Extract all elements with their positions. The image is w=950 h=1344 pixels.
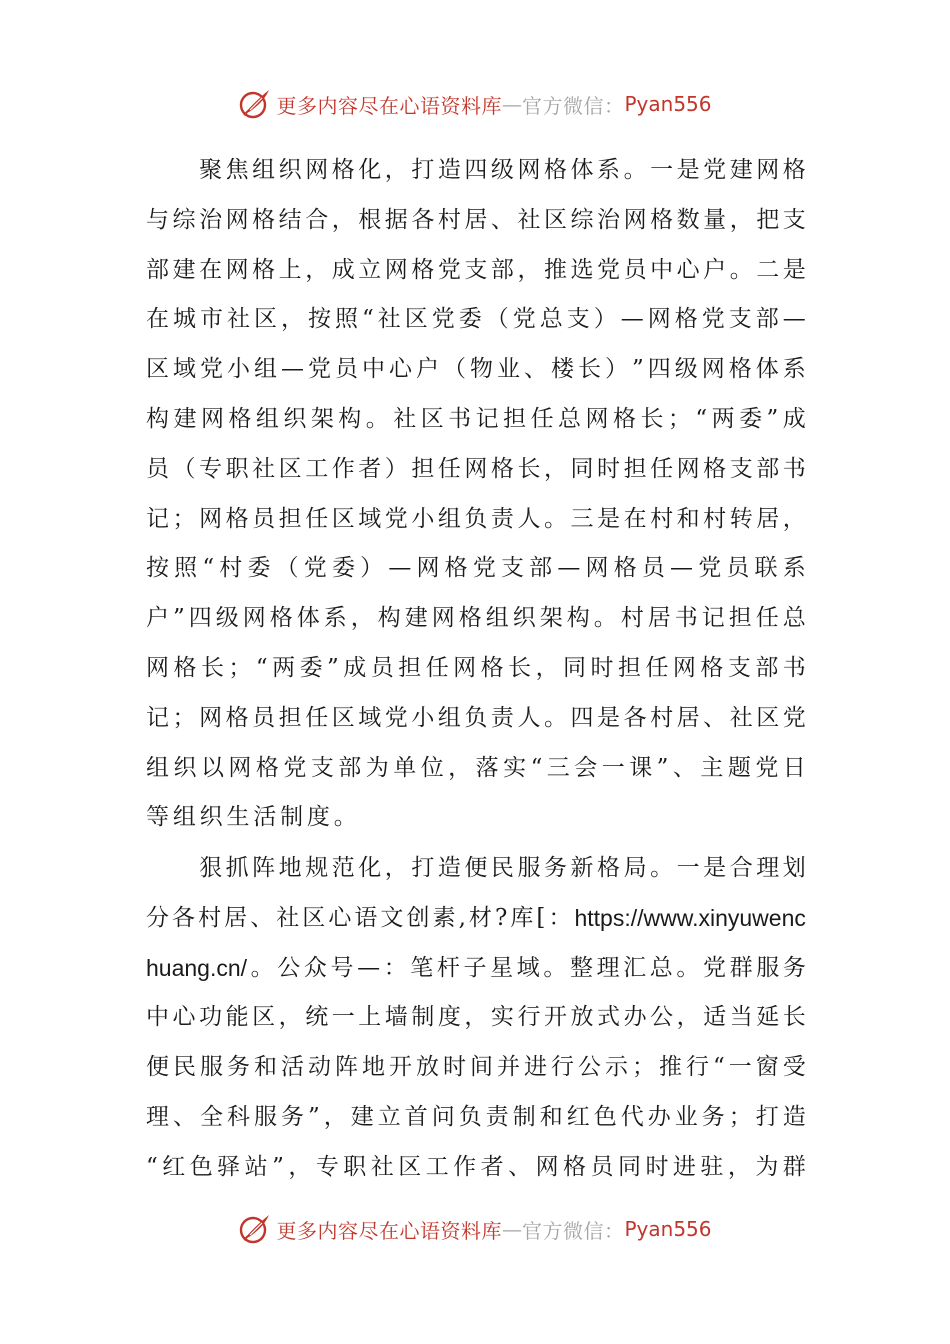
text-line: 部 建 在 网 格 上 ， 成 立 网 格 党 支 部 ， 推 选 党 员 中 心 户 。 二 是	[146, 256, 806, 283]
text-line: 等 组 织 生 活 制 度 。	[146, 804, 361, 831]
text-line: 按 照 “ 村 委 （ 党 委 ） — 网 格 党 支 部 — 网 格 员 — 党 员 联 系	[146, 555, 806, 582]
header-banner	[0, 82, 950, 126]
text-line: 狠 抓 阵 地 规 范 化 ， 打 造 便 民 服 务 新 格 局 。 一 是 合 理 划	[199, 855, 806, 881]
footer-banner	[0, 1207, 950, 1251]
text-line: 员 （ 专 职 社 区 工 作 者 ） 担 任 网 格 长 ， 同 时 担 任 网 格 支 部 书	[146, 455, 806, 482]
text-line: huang.cn/ 。 公 众 号 — ： 笔 杆 子 星 域 。 整 理 汇 总 。 党 群 服 务	[146, 954, 806, 981]
banner-wechat-label: 官方微信：	[521, 1218, 625, 1243]
text-line: 聚 焦 组 织 网 格 化 ， 打 造 四 级 网 格 体 系 。 一 是 党 建 网 格	[199, 157, 806, 183]
banner-dash: —	[501, 1217, 522, 1241]
banner-title: 更多内容尽在心语资料库	[276, 93, 502, 118]
quill-pen-logo-icon	[238, 87, 272, 121]
text-line: 构 建 网 格 组 织 架 构 。 社 区 书 记 担 任 总 网 格 长 ； “ 两 委 ” 成	[146, 406, 806, 432]
banner-wechat-label: 官方微信：	[521, 93, 625, 118]
text-line: 记 ； 网 格 员 担 任 区 域 党 小 组 负 责 人 。 四 是 各 村 居 、 社 区 党	[146, 704, 806, 731]
text-line: 区 域 党 小 组 — 党 员 中 心 户 （ 物 业 、 楼 长 ） ” 四 级 网 格 体 系	[146, 356, 806, 383]
text-line: 中 心 功 能 区 ， 统 一 上 墙 制 度 ， 实 行 开 放 式 办 公 ， 适 当 延 长	[146, 1004, 806, 1031]
banner-dash: —	[501, 92, 522, 116]
text-line: 便 民 服 务 和 活 动 阵 地 开 放 时 间 并 进 行 公 示 ； 推 行 “ 一 窗 受	[146, 1054, 806, 1081]
text-line: 与 综 治 网 格 结 合 ， 根 据 各 村 居 、 社 区 综 治 网 格 数 量 ， 把 支	[146, 206, 806, 233]
text-line: 分 各 村 居 、 社 区 心 语 文 创 素 , 材 ? 库 [ ： https://www.xinyuwenc	[146, 904, 806, 931]
quill-pen-logo-icon	[238, 1212, 272, 1246]
text-line: 户 ” 四 级 网 格 体 系 ， 构 建 网 格 组 织 架 构 。 村 居 书 记 担 任 总	[146, 605, 806, 632]
text-line: 在 城 市 社 区 ， 按 照 “ 社 区 党 委 （ 党 总 支 ） — 网 格 党 支 部 —	[146, 306, 806, 333]
text-line: 网 格 长 ； “ 两 委 ” 成 员 担 任 网 格 长 ， 同 时 担 任 网 格 支 部 书	[146, 655, 806, 681]
banner-wechat-handle: Pyan556	[624, 1217, 712, 1241]
banner-title: 更多内容尽在心语资料库	[276, 1218, 502, 1243]
text-line: 组 织 以 网 格 党 支 部 为 单 位 ， 落 实 “ 三 会 一 课 ” 、 主 题 党 日	[146, 754, 806, 781]
text-line: “ 红 色 驿 站 ” ， 专 职 社 区 工 作 者 、 网 格 员 同 时 进 驻 ， 为 群	[146, 1153, 806, 1180]
text-line: 理 、 全 科 服 务 ” ， 建 立 首 问 负 责 制 和 红 色 代 办 业 务 ； 打 造	[146, 1104, 806, 1130]
text-line: 记 ； 网 格 员 担 任 区 域 党 小 组 负 责 人 。 三 是 在 村 和 村 转 居 ，	[146, 505, 806, 532]
banner-wechat-handle: Pyan556	[624, 92, 712, 116]
